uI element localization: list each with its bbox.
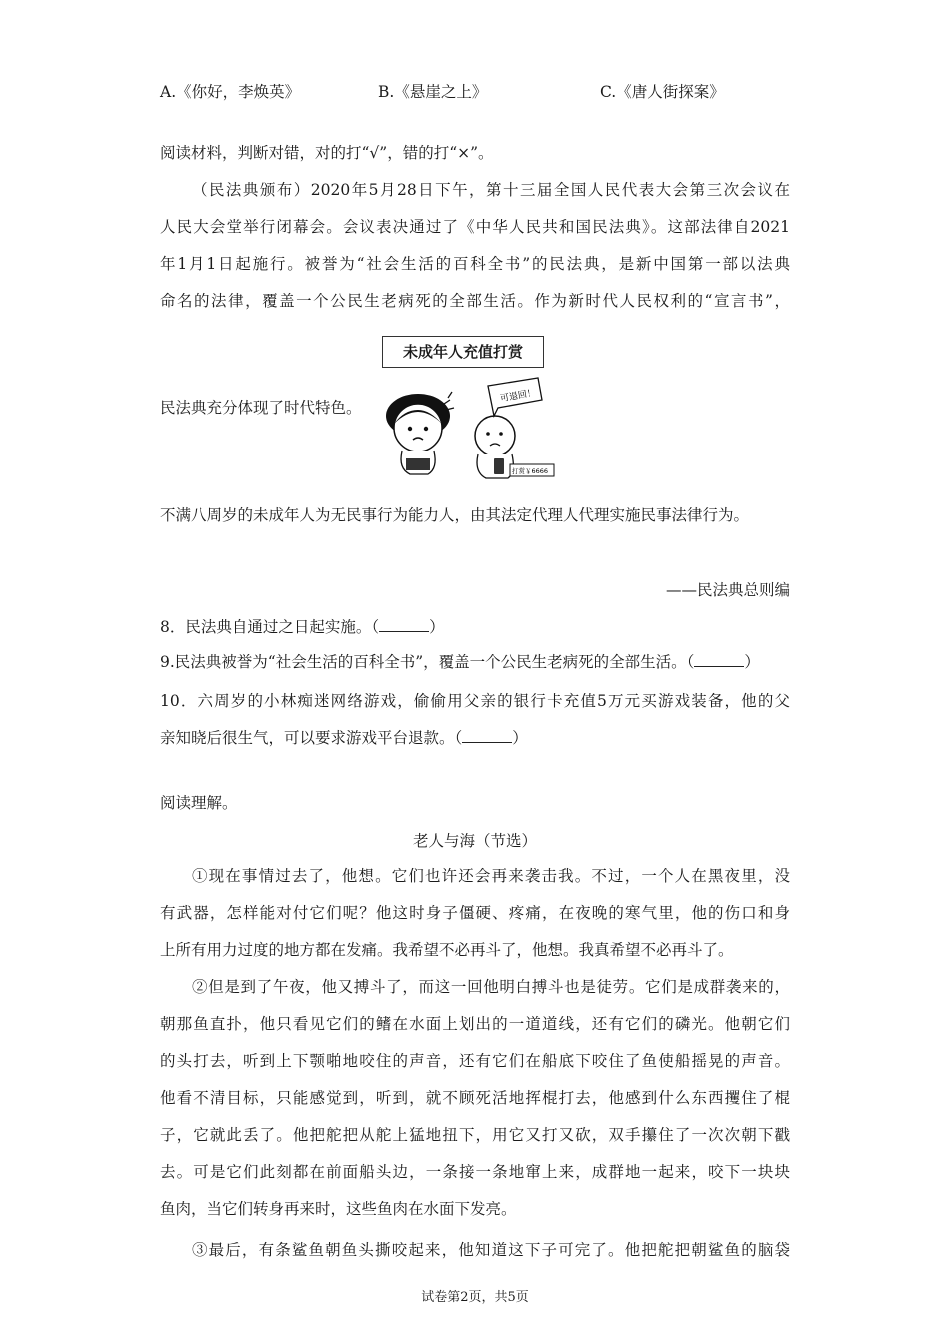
material-line-3: 年1月1日起施行。被誉为“社会生活的百科全书”的民法典，是新中国第一部以法典	[160, 255, 790, 273]
reading-line-4: ②但是到了午夜，他又搏斗了，而这一回他明白搏斗也是徒劳。它们是成群袭来的，	[192, 978, 790, 996]
reading-line-5: 朝那鱼直扑，他只看见它们的鳍在水面上划出的一道道线，还有它们的磷光。他朝它们	[160, 1015, 790, 1033]
question-9-num: 9.	[160, 653, 175, 671]
answer-blank-8[interactable]	[379, 617, 429, 632]
reading-line-3: 上所有用力过度的地方都在发痛。我希望不必再斗了，他想。我真希望不必再斗了。	[160, 941, 734, 959]
question-9-close: ）	[744, 653, 760, 671]
option-b: B.《悬崖之上》	[378, 83, 488, 101]
question-10-text2: 亲知晓后很生气，可以要求游戏平台退款。（	[160, 729, 463, 747]
material-line-1: （民法典颁布）2020年5月28日下午，第十三届全国人民代表大会第三次会议在	[192, 181, 790, 199]
material-line-2: 人民大会堂举行闭幕会。会议表决通过了《中华人民共和国民法典》。这部法律自2021	[160, 218, 790, 236]
question-10	[160, 691, 790, 711]
option-a: A.《你好，李焕英》	[160, 83, 301, 101]
reading-line-7: 他看不清目标，只能感觉到，听到，就不顾死活地挥棍打去，他感到什么东西攫住了棍	[160, 1089, 790, 1107]
reading-line-8: 子，它就此丢了。他把舵把从舵上猛地扭下，用它又打又砍，双手攥住了一次次朝下戳	[160, 1126, 790, 1144]
reading-title: 老人与海（节选）	[412, 832, 537, 850]
answer-blank-10[interactable]	[462, 728, 512, 743]
cartoon-phone-text: 打赏￥6666	[512, 467, 549, 475]
question-10-text: 六周岁的小林痴迷网络游戏，偷偷用父亲的银行卡充值5万元买游戏装备，他的父	[197, 692, 790, 710]
question-10-cont	[160, 728, 528, 748]
reading-heading: 阅读理解。	[160, 794, 238, 812]
question-8-close: ）	[429, 618, 445, 636]
law-source: ——民法典总则编	[665, 581, 790, 599]
question-8	[160, 617, 445, 637]
page-footer: 试卷第2页，共5页	[421, 1290, 529, 1305]
cartoon-drawing	[370, 336, 560, 486]
reading-line-2: 有武器，怎样能对付它们呢？他这时身子僵硬、疼痛，在夜晚的寒气里，他的伤口和身	[160, 904, 790, 922]
reading-line-6: 的头打去，听到上下颚啪地咬住的声音，还有它们在船底下咬住了鱼使船摇晃的声音。	[160, 1052, 790, 1070]
question-8-num: 8．	[160, 618, 186, 636]
option-c: C.《唐人街探案》	[600, 83, 725, 101]
material-line-4: 命名的法律，覆盖一个公民生老病死的全部生活。作为新时代人民权利的“宣言书”，	[160, 292, 790, 310]
reading-line-1: ①现在事情过去了，他想。它们也许还会再来袭击我。不过，一个人在黑夜里，没	[192, 867, 790, 885]
answer-blank-9[interactable]	[694, 652, 744, 667]
material-line-5: 民法典充分体现了时代特色。	[160, 399, 362, 417]
cartoon-title: 未成年人充值打赏	[382, 336, 544, 368]
reading-line-9: 去。可是它们此刻都在前面船头边，一条接一条地窜上来，成群地一起来，咬下一块块	[160, 1163, 790, 1181]
law-text: 不满八周岁的未成年人为无民事行为能力人，由其法定代理人代理实施民事法律行为。	[160, 506, 750, 524]
question-10-num: 10．	[160, 692, 198, 710]
reading-line-11: ③最后，有条鲨鱼朝鱼头撕咬起来，他知道这下子可完了。他把舵把朝鲨鱼的脑袋	[192, 1241, 790, 1259]
question-9	[160, 652, 760, 672]
question-8-text: 民法典自通过之日起实施。（	[185, 618, 380, 636]
cartoon-bubble-text: 可退回！	[499, 388, 537, 405]
question-9-text: 民法典被誉为“社会生活的百科全书”，覆盖一个公民生老病死的全部生活。（	[174, 653, 695, 671]
reading-line-10: 鱼肉，当它们转身再来时，这些鱼肉在水面下发亮。	[160, 1200, 517, 1218]
question-10-close: ）	[512, 729, 528, 747]
instruction: 阅读材料，判断对错，对的打“√”，错的打“×”。	[160, 144, 494, 162]
cartoon-illustration	[370, 336, 560, 486]
